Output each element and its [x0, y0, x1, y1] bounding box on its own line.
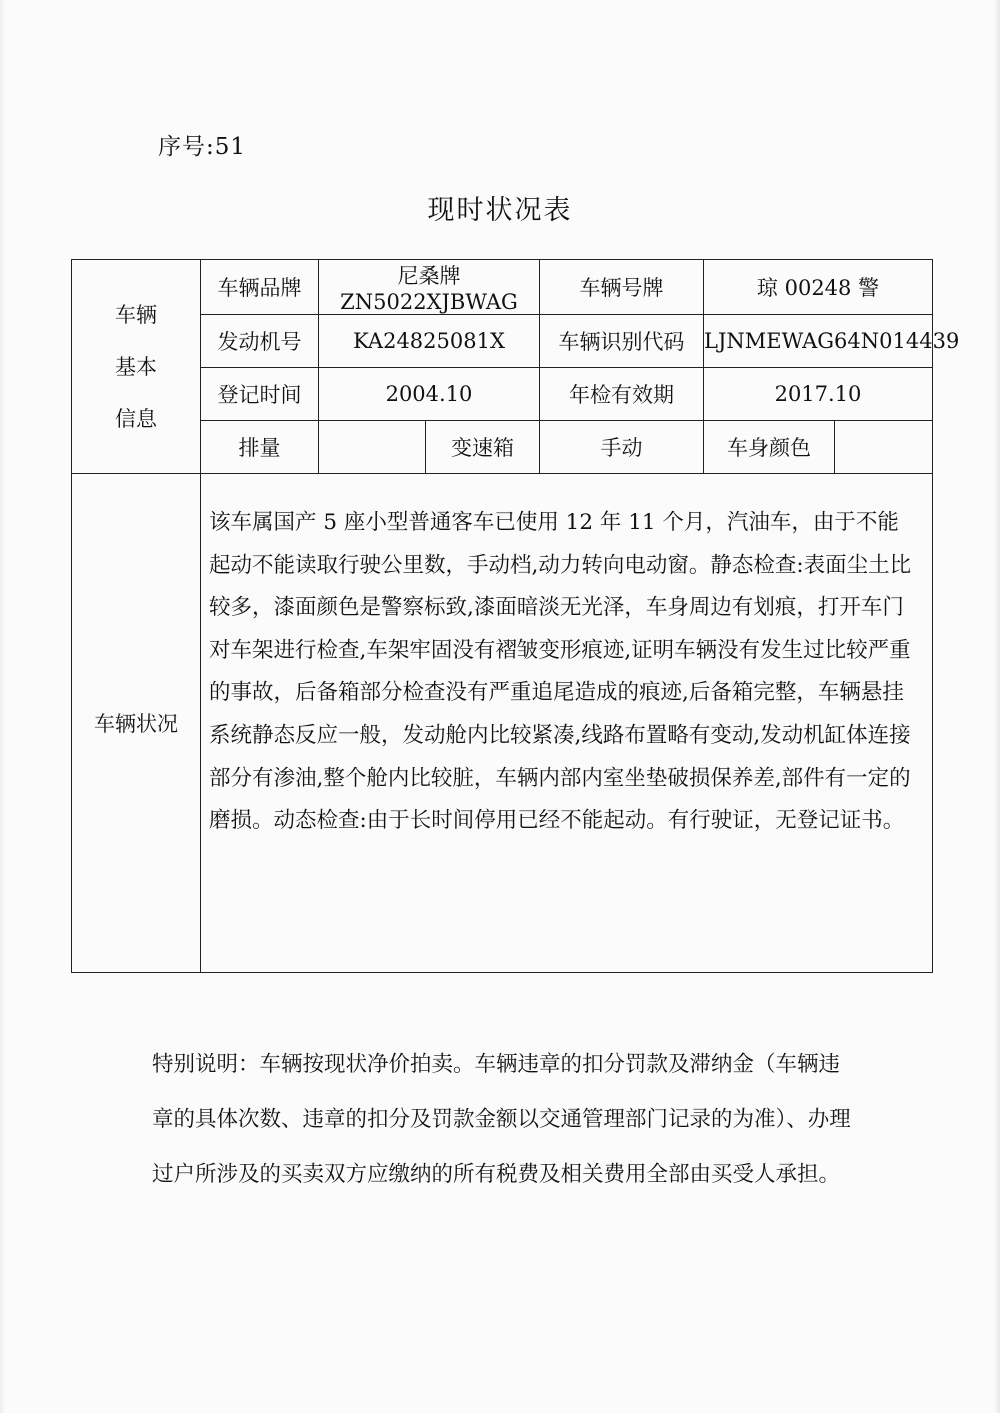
vehicle-status-table — [71, 259, 960, 973]
body-color-value — [835, 421, 933, 474]
section-label-line: 车辆 — [115, 302, 157, 327]
gearbox-value: 手动 — [540, 421, 704, 474]
page-title: 现时状况表 — [427, 195, 573, 226]
section-label-line: 基本 — [115, 354, 157, 379]
registration-value: 2004.10 — [319, 368, 540, 421]
vin-label: 车辆识别代码 — [540, 315, 704, 368]
status-section-label: 车辆状况 — [72, 474, 201, 973]
gearbox-label: 变速箱 — [426, 421, 540, 474]
special-note: 特别说明：车辆按现状净价拍卖。车辆违章的扣分罚款及滞纳金（车辆违章的具体次数、违章的扣分及罚款金额以交通管理部门记录的为准）、办理过户所涉及的买卖双方应缴纳的所有税费及相关费用全部由买受人承担。 — [152, 1052, 851, 1187]
brand-value: 尼桑牌 ZN5022XJBWAG — [319, 260, 540, 315]
plate-value: 琼 00248 警 — [704, 260, 933, 315]
inspection-value: 2017.10 — [704, 368, 933, 421]
section-label-line: 信息 — [115, 406, 157, 431]
brand-label: 车辆品牌 — [201, 260, 319, 315]
displacement-value — [319, 421, 426, 474]
engine-value: KA24825081X — [319, 315, 540, 368]
vin-value: LJNMEWAG64N014439 — [704, 315, 933, 368]
serial-number: 序号:51 — [158, 134, 247, 160]
plate-label: 车辆号牌 — [540, 260, 704, 315]
displacement-label: 排量 — [201, 421, 319, 474]
inspection-label: 年检有效期 — [540, 368, 704, 421]
engine-label: 发动机号 — [201, 315, 319, 368]
basic-info-section-label — [72, 260, 201, 474]
registration-label: 登记时间 — [201, 368, 319, 421]
status-description: 该车属国产 5 座小型普通客车已使用 12 年 11 个月，汽油车，由于不能起动不能读取行驶公里数，手动档,动力转向电动窗。静态检查:表面尘土比较多，漆面颜色是警察标致,漆面暗淡无光泽，车身周边有划痕，打开车门对车架进行检查,车架牢固没有褶皱变形痕迹,证明车辆没有发生过比较严重的事故，后备箱部分检查没有严重追尾造成的痕迹,后备箱完整，车辆悬挂系统静态反应一般，发动舱内比较紧凑,线路布置略有变动,发动机缸体连接部分有渗油,整个舱内比较脏，车辆内部内室坐垫破损保养差,部件有一定的磨损。动态检查:由于长时间停用已经不能起动。有行驶证，无登记证书。 — [201, 474, 933, 973]
body-color-label: 车身颜色 — [704, 421, 835, 474]
